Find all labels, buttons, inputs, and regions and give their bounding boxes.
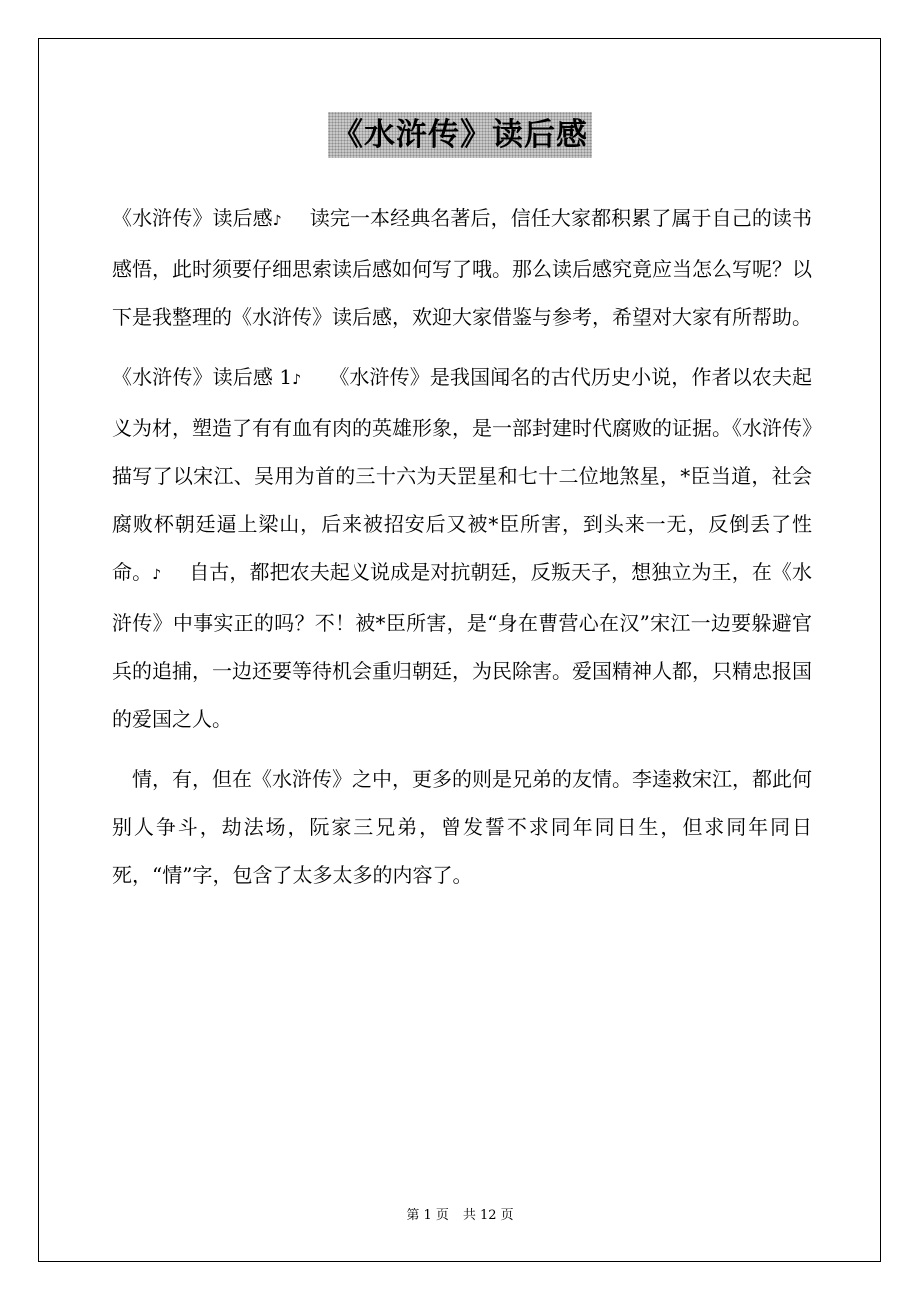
page-footer	[0, 1206, 920, 1226]
paragraph-text: 读完一本经典名著后，信任大家都积累了属于自己的读书感悟，此时须要仔细思索读后感如何写了哦。那么读后感究竟应当怎么写呢？以下是我整理的《水浒传》读后感，欢迎大家借鉴与参考，希望对大家有所帮助。	[112, 206, 813, 329]
paragraph-mark-icon: ♪	[272, 213, 282, 229]
paragraph-text: 情，有，但在《水浒传》之中，更多的则是兄弟的友情。李逵救宋江，都此何别人争斗，劫法场，阮家三兄弟，曾发誓不求同年同日生，但求同年同日死，“情”字，包含了太多太多的内容了。	[112, 767, 812, 887]
paragraph-essay-1	[112, 353, 812, 743]
paragraph-lead: 《水浒传》读后感 1	[112, 365, 293, 389]
document-title: 《水浒传》读后感	[328, 112, 592, 158]
paragraph-text: 《水浒传》是我国闻名的古代历史小说，作者以农夫起义为材，塑造了有有血有肉的英雄形象，是一部封建时代腐败的证据。《水浒传》描写了以宋江、吴用为首的三十六为天罡星和七十二位地煞星，*臣当道，社会腐败杯朝廷逼上梁山，后来被招安后又被*臣所害，到头来一无，反倒丢了性命。	[112, 365, 812, 584]
paragraph-friendship	[112, 755, 812, 899]
page-number: 第 1 页	[406, 1208, 449, 1223]
title-container	[0, 112, 920, 158]
document-body	[112, 194, 812, 911]
paragraph-text-continued: 自古，都把农夫起义说成是对抗朝廷，反叛天子，想独立为王，在《水浒传》中事实正的吗？不！被*臣所害，是“身在曹营心在汉”宋江一边要躲避官兵的追捕，一边还要等待机会重归朝廷，为民除害。爱国精神人都，只精忠报国的爱国之人。	[112, 560, 813, 731]
paragraph-mark-icon: ♪	[152, 567, 162, 583]
paragraph-lead: 《水浒传》读后感	[112, 206, 273, 230]
paragraph-mark-icon: ♪	[292, 372, 302, 388]
page-total: 共 12 页	[462, 1208, 514, 1223]
paragraph-intro	[112, 194, 812, 341]
